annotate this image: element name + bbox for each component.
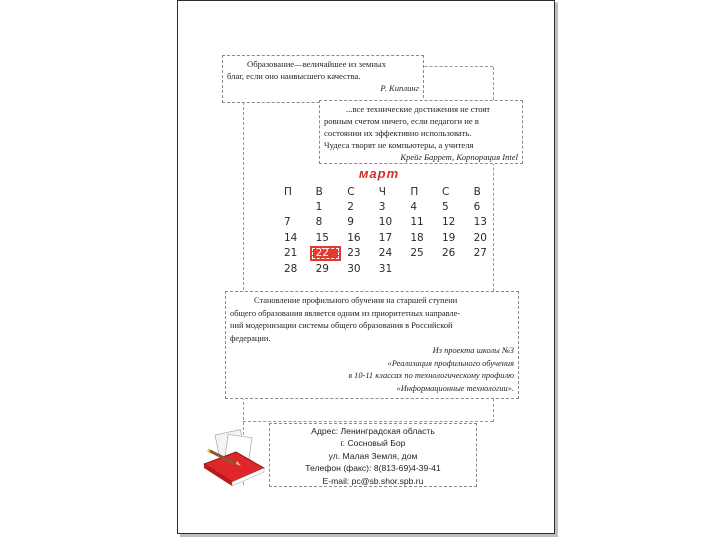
calendar-empty-cell [436, 261, 468, 277]
book-and-pencil-icon [196, 428, 268, 488]
epigraph-barrett [319, 100, 523, 164]
calendar-day: 13 [473, 216, 487, 229]
info-source-line: в 10-11 классах по технологическому профилю [348, 371, 514, 380]
calendar-day: 8 [315, 216, 323, 229]
calendar-day: 24 [378, 247, 393, 260]
calendar-week-row [278, 261, 499, 277]
calendar-day: 10 [378, 216, 393, 229]
calendar-day: 20 [473, 231, 487, 244]
calendar-day: 1 [315, 200, 323, 213]
calendar-day: 25 [410, 247, 424, 260]
calendar-day: 16 [347, 231, 361, 244]
address-line: г. Сосновый Бор [340, 438, 406, 449]
calendar-week-row [278, 199, 499, 215]
layout-frame-left-column [243, 67, 244, 485]
calendar-week-row [278, 230, 499, 246]
calendar-day: 27 [473, 247, 487, 260]
layout-frame-bottom [243, 421, 493, 422]
calendar-day: 29 [315, 262, 329, 275]
calendar-empty-cell [468, 261, 500, 277]
calendar-empty-cell [404, 261, 436, 277]
calendar-day: 6 [473, 200, 481, 213]
quote-line: Чудеса творят не компьютеры, а учителя [324, 140, 474, 150]
weekday-header: С [441, 186, 450, 198]
quote-author: Р. Киплинг [380, 83, 419, 93]
calendar-day: 14 [284, 231, 298, 244]
info-source-line: «Реализация профильного обучения [387, 358, 514, 368]
calendar-week-row [278, 246, 499, 262]
quote-line: состоянии их эффективно использовать. [324, 128, 472, 138]
weekday-header: П [284, 186, 292, 198]
calendar-day: 11 [410, 216, 424, 229]
calendar-day: 2 [347, 200, 354, 213]
info-source-line: Из проекта школы №3 [432, 346, 514, 355]
calendar-day: 3 [378, 200, 386, 213]
weekday-header: Ч [378, 186, 386, 198]
info-line: общего образования является одним из приоритетных направле- [230, 308, 461, 318]
info-line: Становление профильного обучения на старшей ступени [254, 296, 458, 305]
school-address [269, 423, 477, 487]
calendar-day: 4 [410, 200, 418, 213]
address-line: Телефон (факс): 8(813-69)4-39-41 [305, 463, 441, 474]
calendar-day: 15 [315, 231, 329, 244]
calendar-day: 19 [441, 231, 456, 244]
calendar-day: 26 [441, 247, 456, 260]
weekday-header: В [473, 186, 481, 198]
quote-author: Крейг Баррет, Корпорация Intel [400, 152, 518, 162]
quote-line: Образование—величайшее из земных [247, 59, 386, 69]
calendar-day: 17 [378, 231, 393, 244]
address-line: E-mail: pc@sb.shor.spb.ru [322, 475, 424, 486]
info-source-line: «Информационные технологии». [396, 383, 514, 393]
weekday-header: С [347, 186, 355, 198]
calendar-day: 30 [347, 262, 361, 275]
info-line: ний модернизации системы общего образования в Российской [230, 321, 453, 330]
calendar-day: 28 [284, 262, 298, 275]
quote-line: благ, если оно наивысшего качества. [227, 71, 361, 81]
epigraph-kipling [222, 55, 424, 103]
quote-line: ровным счетом ничего, если педагоги не в [324, 116, 479, 126]
calendar-day-highlighted: 22 [310, 246, 342, 262]
calendar-day: 31 [378, 262, 393, 275]
calendar-day: 9 [347, 216, 354, 229]
weekday-header: П [410, 186, 419, 198]
profile-education-note [225, 291, 519, 399]
quote-line: ...все технические достижения не стоят [346, 104, 491, 114]
calendar-day: 21 [284, 247, 298, 260]
calendar-day: 18 [410, 231, 424, 244]
calendar-day: 7 [284, 216, 291, 229]
weekday-header: В [315, 186, 323, 198]
address-line: ул. Малая Земля, дом [328, 450, 418, 461]
calendar-empty-cell [278, 199, 310, 215]
calendar-grid [278, 185, 499, 277]
calendar-week-row [278, 215, 499, 231]
info-line: федерации. [230, 333, 271, 343]
calendar-weeks [278, 199, 499, 277]
address-line: Адрес: Ленинградская область [311, 426, 435, 436]
calendar-day: 5 [441, 200, 449, 213]
calendar-month-title: март [358, 166, 400, 181]
calendar-day: 12 [441, 216, 456, 229]
calendar-day: 23 [347, 247, 361, 260]
